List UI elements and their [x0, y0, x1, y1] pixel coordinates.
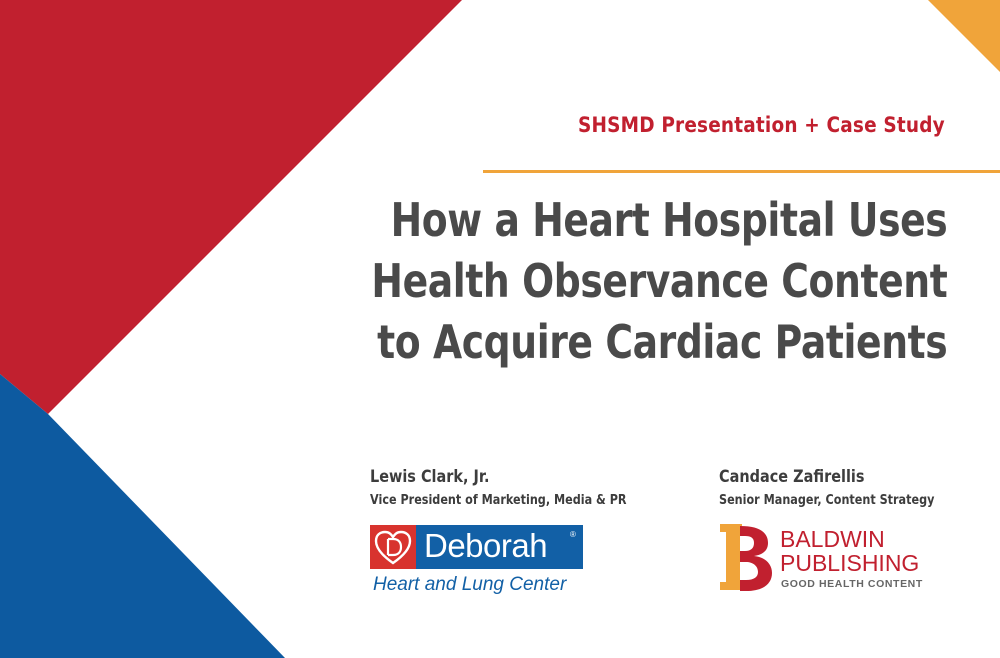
presenter-title: Senior Manager, Content Strategy: [719, 492, 935, 508]
headline-line-1: How a Heart Hospital Uses: [390, 193, 947, 247]
presenter-title: Vice President of Marketing, Media & PR: [370, 492, 627, 508]
headline-line-3: to Acquire Cardiac Patients: [376, 315, 948, 369]
presenter-name: Lewis Clark, Jr.: [370, 467, 490, 487]
baldwin-tagline: GOOD HEALTH CONTENT: [781, 578, 923, 590]
baldwin-publishing-logo: [718, 522, 948, 594]
deborah-subtitle: Heart and Lung Center: [373, 574, 567, 595]
blue-corner-shape: [0, 374, 285, 658]
heart-d-icon: [370, 525, 416, 569]
baldwin-wordmark-line-1: BALDWIN: [780, 526, 885, 552]
orange-corner-shape: [928, 0, 1000, 72]
eyebrow-title: SHSMD Presentation + Case Study: [578, 113, 945, 137]
orange-divider: [483, 170, 1000, 173]
baldwin-wordmark-line-2: PUBLISHING: [780, 550, 920, 576]
presenter-candace-zafirellis: [719, 467, 979, 508]
deborah-wordmark: Deborah: [424, 527, 548, 564]
deborah-logo-box: [370, 525, 583, 569]
registered-mark: ®: [570, 530, 576, 539]
headline-line-2: Health Observance Content: [371, 254, 947, 308]
b-monogram-icon: [718, 522, 776, 594]
deborah-logo: [370, 525, 585, 600]
presenter-lewis-clark: [370, 467, 679, 508]
presenter-name: Candace Zafirellis: [719, 467, 865, 487]
headline: [371, 190, 947, 373]
